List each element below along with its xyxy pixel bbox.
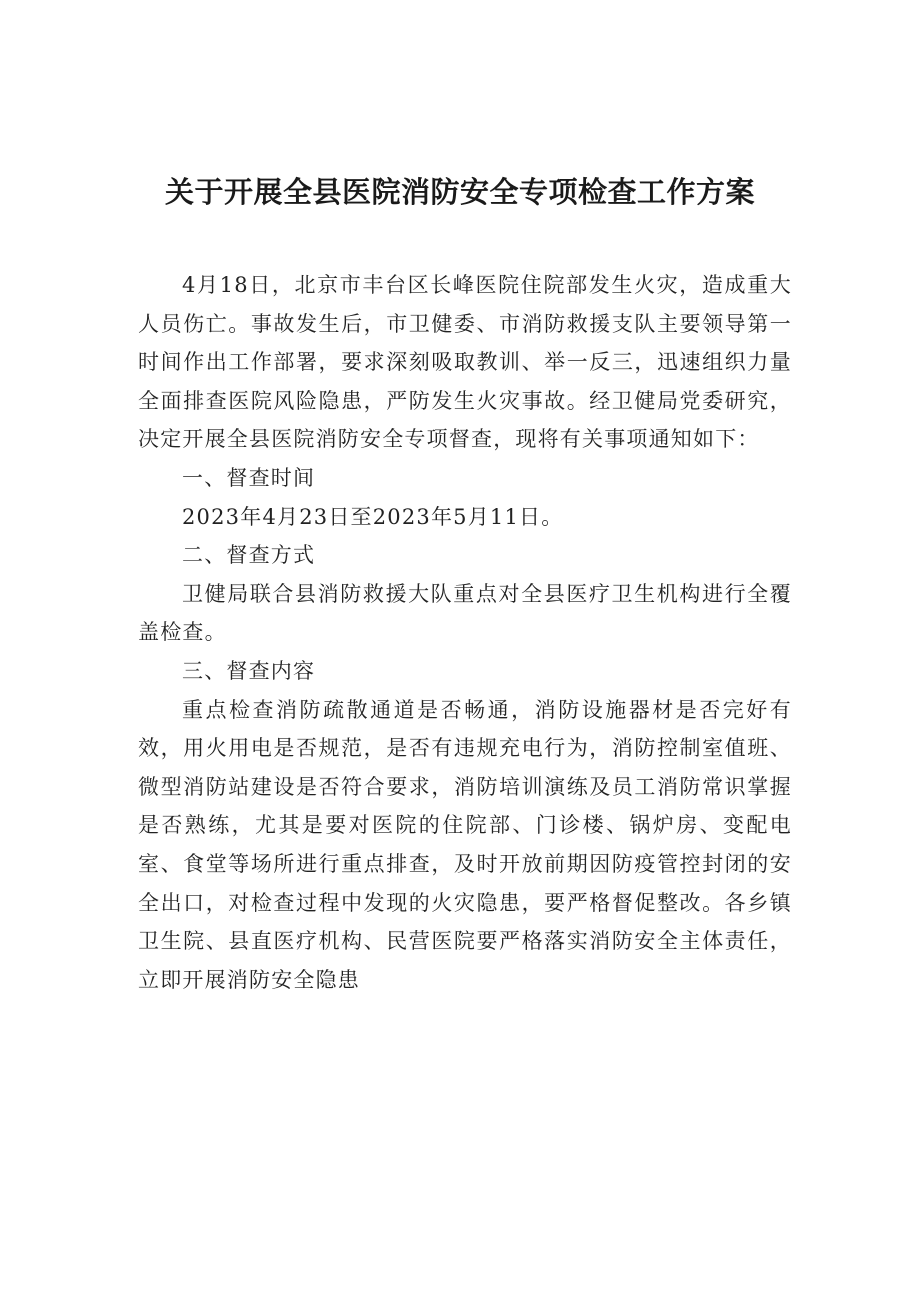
heading-inspection-time: 一、督查时间 xyxy=(182,465,316,490)
heading-inspection-method: 二、督查方式 xyxy=(182,543,316,568)
paragraph-inspection-time: 2023年4月23日至2023年5月11日。 xyxy=(182,504,564,529)
paragraph-inspection-content: 重点检查消防疏散通道是否畅通，消防设施器材是否完好有效，用火用电是否规范，是否有违规充电行为，消防控制室值班、微型消防站建设是否符合要求，消防培训演练及员工消防常识掌握是否熟练，尤其是要对医院的住院部、门诊楼、锅炉房、变配电室、食堂等场所进行重点排查，及时开放前期因防疫管控封闭的安全出口，对检查过程中发现的火灾隐患，要严格督促整改。各乡镇卫生院、县直医疗机构、民营医院要严格落实消防安全主体责任，立即开展消防安全隐患 xyxy=(138,697,792,992)
document-body xyxy=(138,266,792,999)
paragraph-inspection-method: 卫健局联合县消防救援大队重点对全县医疗卫生机构进行全覆盖检查。 xyxy=(138,581,792,645)
heading-inspection-content: 三、督查内容 xyxy=(182,658,316,683)
document-title: 关于开展全县医院消防安全专项检查工作方案 xyxy=(164,175,755,209)
paragraph-intro: 4月18日，北京市丰台区长峰医院住院部发生火灾，造成重大人员伤亡。事故发生后，市卫健委、市消防救援支队主要领导第一时间作出工作部署，要求深刻吸取教训、举一反三，迅速组织力量全面排查医院风险隐患，严防发生火灾事故。经卫健局党委研究，决定开展全县医院消防安全专项督查，现将有关事项通知如下： xyxy=(138,273,792,452)
